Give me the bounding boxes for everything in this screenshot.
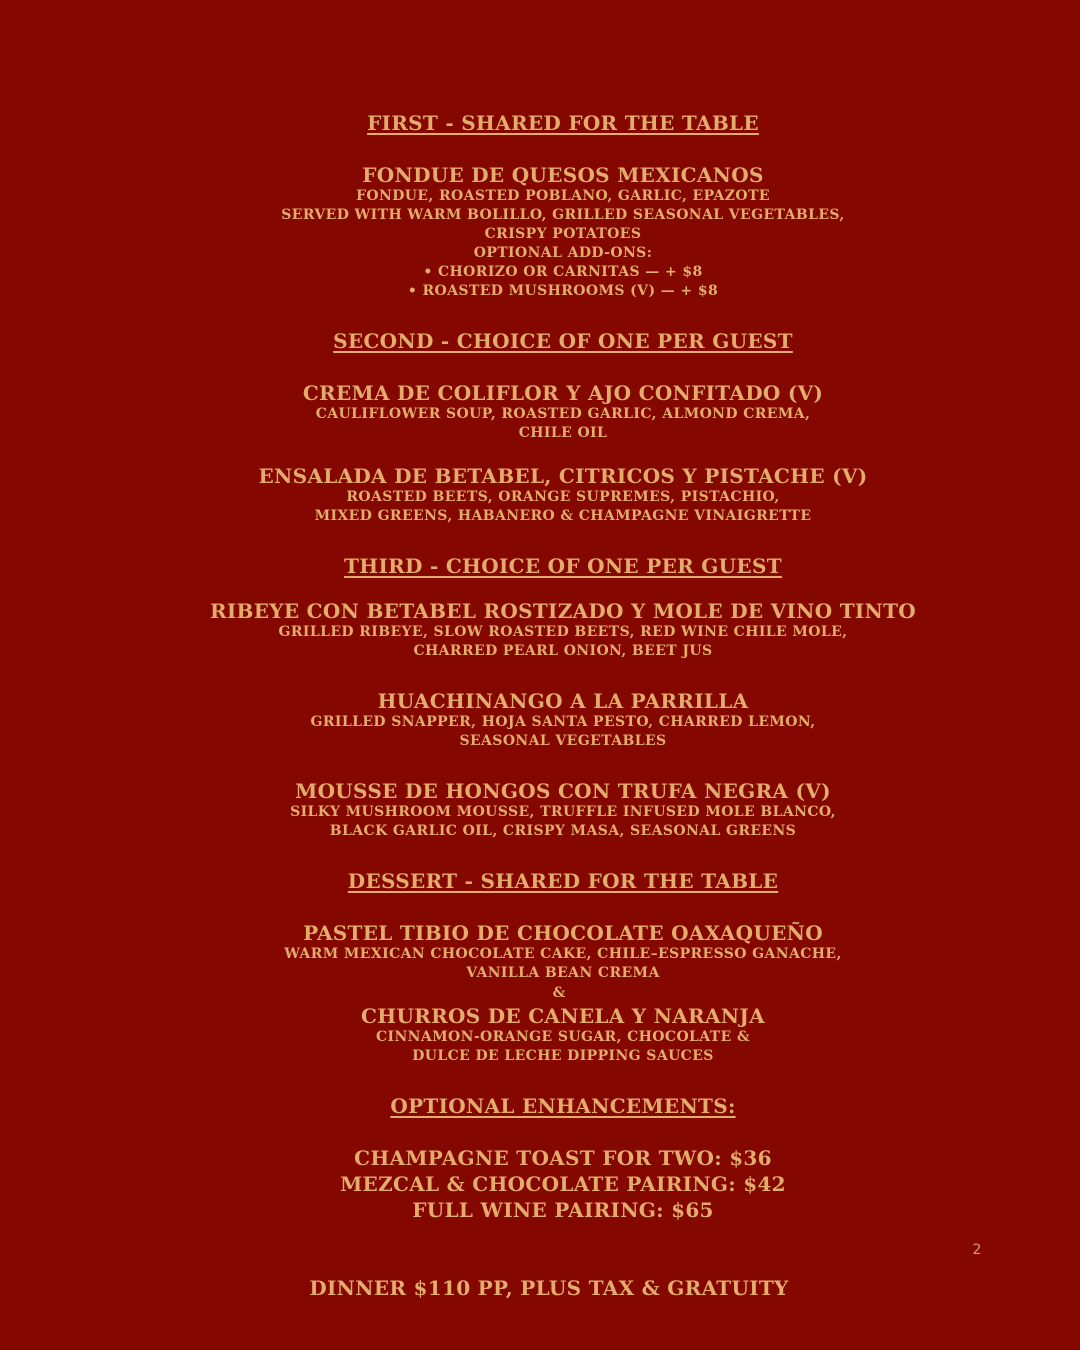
dish-name: MOUSSE DE HONGOS CON TRUFA NEGRA (V)	[295, 779, 831, 803]
dish-line: VANILLA BEAN CREMA	[466, 965, 660, 981]
dish-description	[0, 488, 1080, 526]
dish-churros	[0, 1004, 1080, 1066]
price-footer: DINNER $110 PP, PLUS TAX & GRATUITY	[309, 1276, 789, 1300]
dish-description	[0, 713, 1080, 751]
dish-line: ROASTED BEETS, ORANGE SUPREMES, PISTACHIO,	[346, 489, 780, 505]
page-number: 2	[972, 1242, 982, 1258]
dish-name: FONDUE DE QUESOS MEXICANOS	[362, 163, 764, 187]
enhancement-item: CHAMPAGNE TOAST FOR TWO: $36	[354, 1146, 772, 1170]
section-heading-dessert: DESSERT - SHARED FOR THE TABLE	[347, 869, 779, 893]
dish-line: CAULIFLOWER SOUP, ROASTED GARLIC, ALMOND CREMA,	[315, 406, 811, 422]
dish-line: • ROASTED MUSHROOMS (V) — + $8	[407, 283, 719, 299]
dish-name: CHURROS DE CANELA Y NARANJA	[361, 1004, 765, 1028]
dish-ribeye	[0, 599, 1080, 661]
dish-line: SERVED WITH WARM BOLILLO, GRILLED SEASONAL VEGETABLES,	[281, 207, 845, 223]
dish-description	[0, 945, 1080, 983]
dish-huachinango	[0, 689, 1080, 751]
section-heading-second: SECOND - CHOICE OF ONE PER GUEST	[333, 329, 793, 353]
section-heading-third: THIRD - CHOICE OF ONE PER GUEST	[344, 554, 782, 578]
dish-line: CRISPY POTATOES	[484, 226, 642, 242]
dish-line: MIXED GREENS, HABANERO & CHAMPAGNE VINAIGRETTE	[314, 508, 812, 524]
dessert-joiner: &	[552, 985, 566, 1001]
dish-line: OPTIONAL ADD-ONS:	[473, 245, 653, 261]
dish-name: HUACHINANGO A LA PARRILLA	[377, 689, 749, 713]
dish-description	[0, 1028, 1080, 1066]
dish-line: FONDUE, ROASTED POBLANO, GARLIC, EPAZOTE	[356, 188, 770, 204]
dish-line: GRILLED RIBEYE, SLOW ROASTED BEETS, RED WINE CHILE MOLE,	[278, 624, 848, 640]
dish-line: BLACK GARLIC OIL, CRISPY MASA, SEASONAL GREENS	[329, 823, 797, 839]
dish-line: CINNAMON-ORANGE SUGAR, CHOCOLATE &	[375, 1029, 750, 1045]
section-heading-first: FIRST - SHARED FOR THE TABLE	[367, 111, 759, 135]
dish-line: DULCE DE LECHE DIPPING SAUCES	[412, 1048, 714, 1064]
dish-description	[0, 803, 1080, 841]
dish-line: CHILE OIL	[518, 425, 608, 441]
dish-name: ENSALADA DE BETABEL, CITRICOS Y PISTACHE (V)	[258, 464, 868, 488]
dish-line: WARM MEXICAN CHOCOLATE CAKE, CHILE–ESPRESSO GANACHE,	[284, 946, 842, 962]
dish-crema-coliflor	[0, 381, 1080, 443]
dish-ensalada-betabel	[0, 464, 1080, 526]
dish-name: CREMA DE COLIFLOR Y AJO CONFITADO (V)	[302, 381, 824, 405]
enhancement-item: FULL WINE PAIRING: $65	[412, 1198, 714, 1222]
section-heading-enhancements: OPTIONAL ENHANCEMENTS:	[390, 1094, 736, 1118]
enhancement-item: MEZCAL & CHOCOLATE PAIRING: $42	[340, 1172, 786, 1196]
dish-line: CHARRED PEARL ONION, BEET JUS	[413, 643, 713, 659]
dish-description	[0, 623, 1080, 661]
dish-name: RIBEYE CON BETABEL ROSTIZADO Y MOLE DE VINO TINTO	[209, 599, 917, 623]
dish-fondue	[0, 163, 1080, 301]
dish-pastel-chocolate	[0, 921, 1080, 983]
enhancements-list	[0, 1145, 1080, 1223]
dish-name: PASTEL TIBIO DE CHOCOLATE OAXAQUEÑO	[303, 921, 823, 945]
dish-description	[0, 405, 1080, 443]
dish-line: SEASONAL VEGETABLES	[459, 733, 667, 749]
dish-line: • CHORIZO OR CARNITAS — + $8	[423, 264, 703, 280]
dish-description	[0, 187, 1080, 301]
dish-line: SILKY MUSHROOM MOUSSE, TRUFFLE INFUSED MOLE BLANCO,	[290, 804, 836, 820]
dish-line: GRILLED SNAPPER, HOJA SANTA PESTO, CHARRED LEMON,	[310, 714, 816, 730]
dish-mousse-hongos	[0, 779, 1080, 841]
